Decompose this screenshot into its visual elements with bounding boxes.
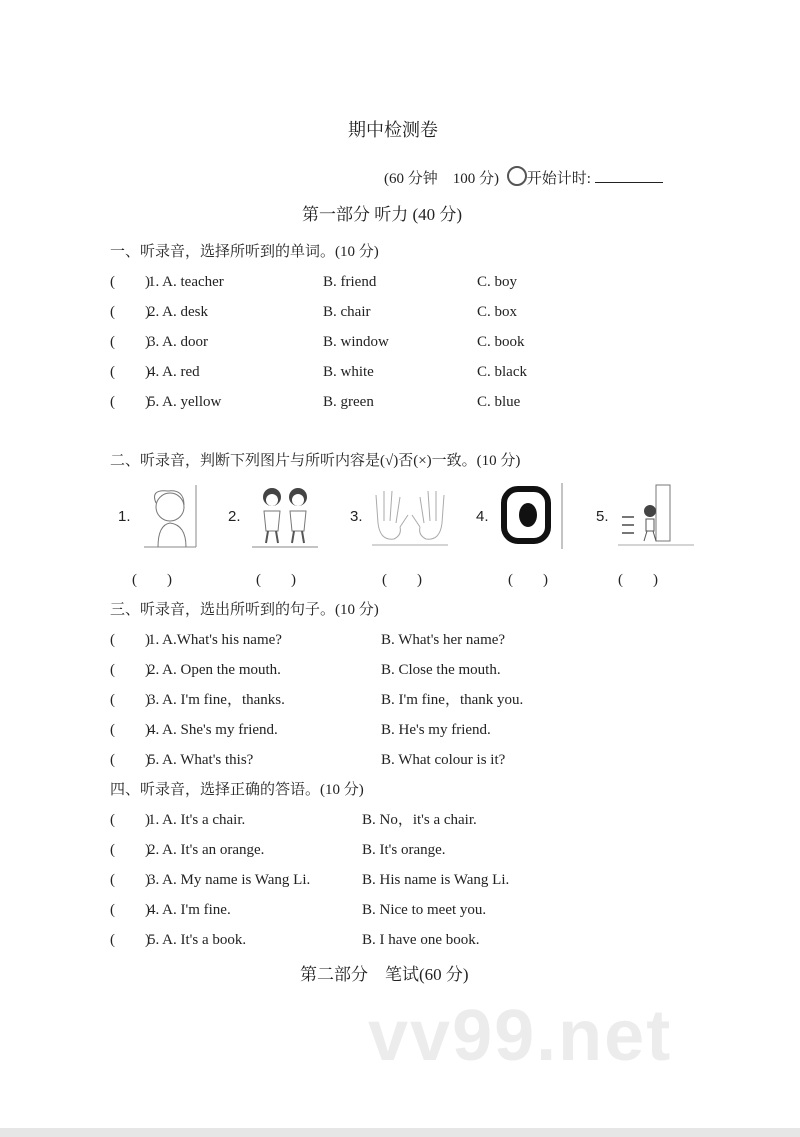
option-b: B. I'm fine，thank you.	[381, 692, 524, 708]
exam-meta	[384, 166, 663, 189]
picture-number: 2.	[228, 508, 241, 525]
section1-heading: 一、听录音，选择所听到的单词。(10 分)	[110, 244, 379, 260]
answer-blank[interactable]: ( )	[110, 692, 150, 708]
judgement-blank[interactable]: ( )	[382, 572, 422, 588]
option-a: 3. A. My name is Wang Li.	[148, 872, 311, 888]
option-a: 4. A. red	[148, 364, 200, 380]
two-girls-picture	[248, 483, 328, 549]
section4-heading: 四、听录音，选择正确的答语。(10 分)	[110, 782, 364, 798]
option-a: 2. A. Open the mouth.	[148, 662, 281, 678]
option-b: B. His name is Wang Li.	[362, 872, 510, 888]
answer-blank[interactable]: ( )	[110, 752, 150, 768]
judgement-blank[interactable]: ( )	[256, 572, 296, 588]
option-a: 5. A. It's a book.	[148, 932, 247, 948]
timer-blank[interactable]	[595, 168, 663, 183]
option-b: B. What colour is it?	[381, 752, 506, 768]
option-c: C. black	[477, 364, 527, 380]
answer-blank[interactable]: ( )	[110, 274, 150, 290]
boy-door-picture	[616, 483, 696, 549]
page-edge	[0, 1128, 800, 1137]
section2-heading: 二、听录音，判断下列图片与所听内容是(√)否(×)一致。(10 分)	[110, 453, 521, 469]
clock-icon	[507, 166, 527, 186]
option-b: B. green	[323, 394, 374, 410]
option-b: B. It's orange.	[362, 842, 446, 858]
answer-blank[interactable]: ( )	[110, 662, 150, 678]
option-a: 1. A. It's a chair.	[148, 812, 246, 828]
answer-blank[interactable]: ( )	[110, 842, 150, 858]
judgement-blank[interactable]: ( )	[132, 572, 172, 588]
option-b: B. No，it's a chair.	[362, 812, 477, 828]
option-a: 3. A. I'm fine，thanks.	[148, 692, 285, 708]
girl-picture	[140, 483, 220, 549]
answer-blank[interactable]: ( )	[110, 632, 150, 648]
option-a: 2. A. desk	[148, 304, 208, 320]
option-b: B. What's her name?	[381, 632, 506, 648]
option-c: C. box	[477, 304, 518, 320]
answer-blank[interactable]: ( )	[110, 304, 150, 320]
option-b: B. Close the mouth.	[381, 662, 501, 678]
option-a: 5. A. What's this?	[148, 752, 254, 768]
answer-blank[interactable]: ( )	[110, 932, 150, 948]
page-title: 期中检测卷	[348, 120, 438, 140]
option-b: B. white	[323, 364, 374, 380]
picture-number: 4.	[476, 508, 489, 525]
answer-blank[interactable]: ( )	[110, 872, 150, 888]
option-b: B. friend	[323, 274, 377, 290]
option-a: 3. A. door	[148, 334, 208, 350]
timer-label: 开始计时:	[526, 171, 591, 187]
judgement-blank[interactable]: ( )	[618, 572, 658, 588]
judgement-blank[interactable]: ( )	[508, 572, 548, 588]
option-a: 1. A.What's his name?	[148, 632, 282, 648]
option-b: B. chair	[323, 304, 371, 320]
option-b: B. Nice to meet you.	[362, 902, 487, 918]
watermark: vv99.net	[368, 996, 673, 1076]
picture-number: 5.	[596, 508, 609, 525]
option-a: 1. A. teacher	[148, 274, 224, 290]
section3-heading: 三、听录音，选出所听到的句子。(10 分)	[110, 602, 379, 618]
option-c: C. boy	[477, 274, 518, 290]
option-b: B. window	[323, 334, 389, 350]
part2-title: 第二部分 笔试(60 分)	[300, 965, 469, 984]
option-c: C. blue	[477, 394, 521, 410]
answer-blank[interactable]: ( )	[110, 364, 150, 380]
answer-blank[interactable]: ( )	[110, 812, 150, 828]
picture-number: 3.	[350, 508, 363, 525]
option-b: B. He's my friend.	[381, 722, 491, 738]
option-a: 4. A. She's my friend.	[148, 722, 278, 738]
hands-picture	[370, 483, 450, 549]
option-a: 4. A. I'm fine.	[148, 902, 231, 918]
answer-blank[interactable]: ( )	[110, 722, 150, 738]
time-score: (60 分钟 100 分)	[384, 171, 499, 187]
answer-blank[interactable]: ( )	[110, 902, 150, 918]
answer-blank[interactable]: ( )	[110, 394, 150, 410]
letter-d-picture	[492, 483, 572, 549]
option-b: B. I have one book.	[362, 932, 480, 948]
answer-blank[interactable]: ( )	[110, 334, 150, 350]
option-a: 5. A. yellow	[148, 394, 222, 410]
option-a: 2. A. It's an orange.	[148, 842, 265, 858]
part1-title: 第一部分 听力 (40 分)	[302, 205, 463, 224]
picture-number: 1.	[118, 508, 131, 525]
option-c: C. book	[477, 334, 525, 350]
